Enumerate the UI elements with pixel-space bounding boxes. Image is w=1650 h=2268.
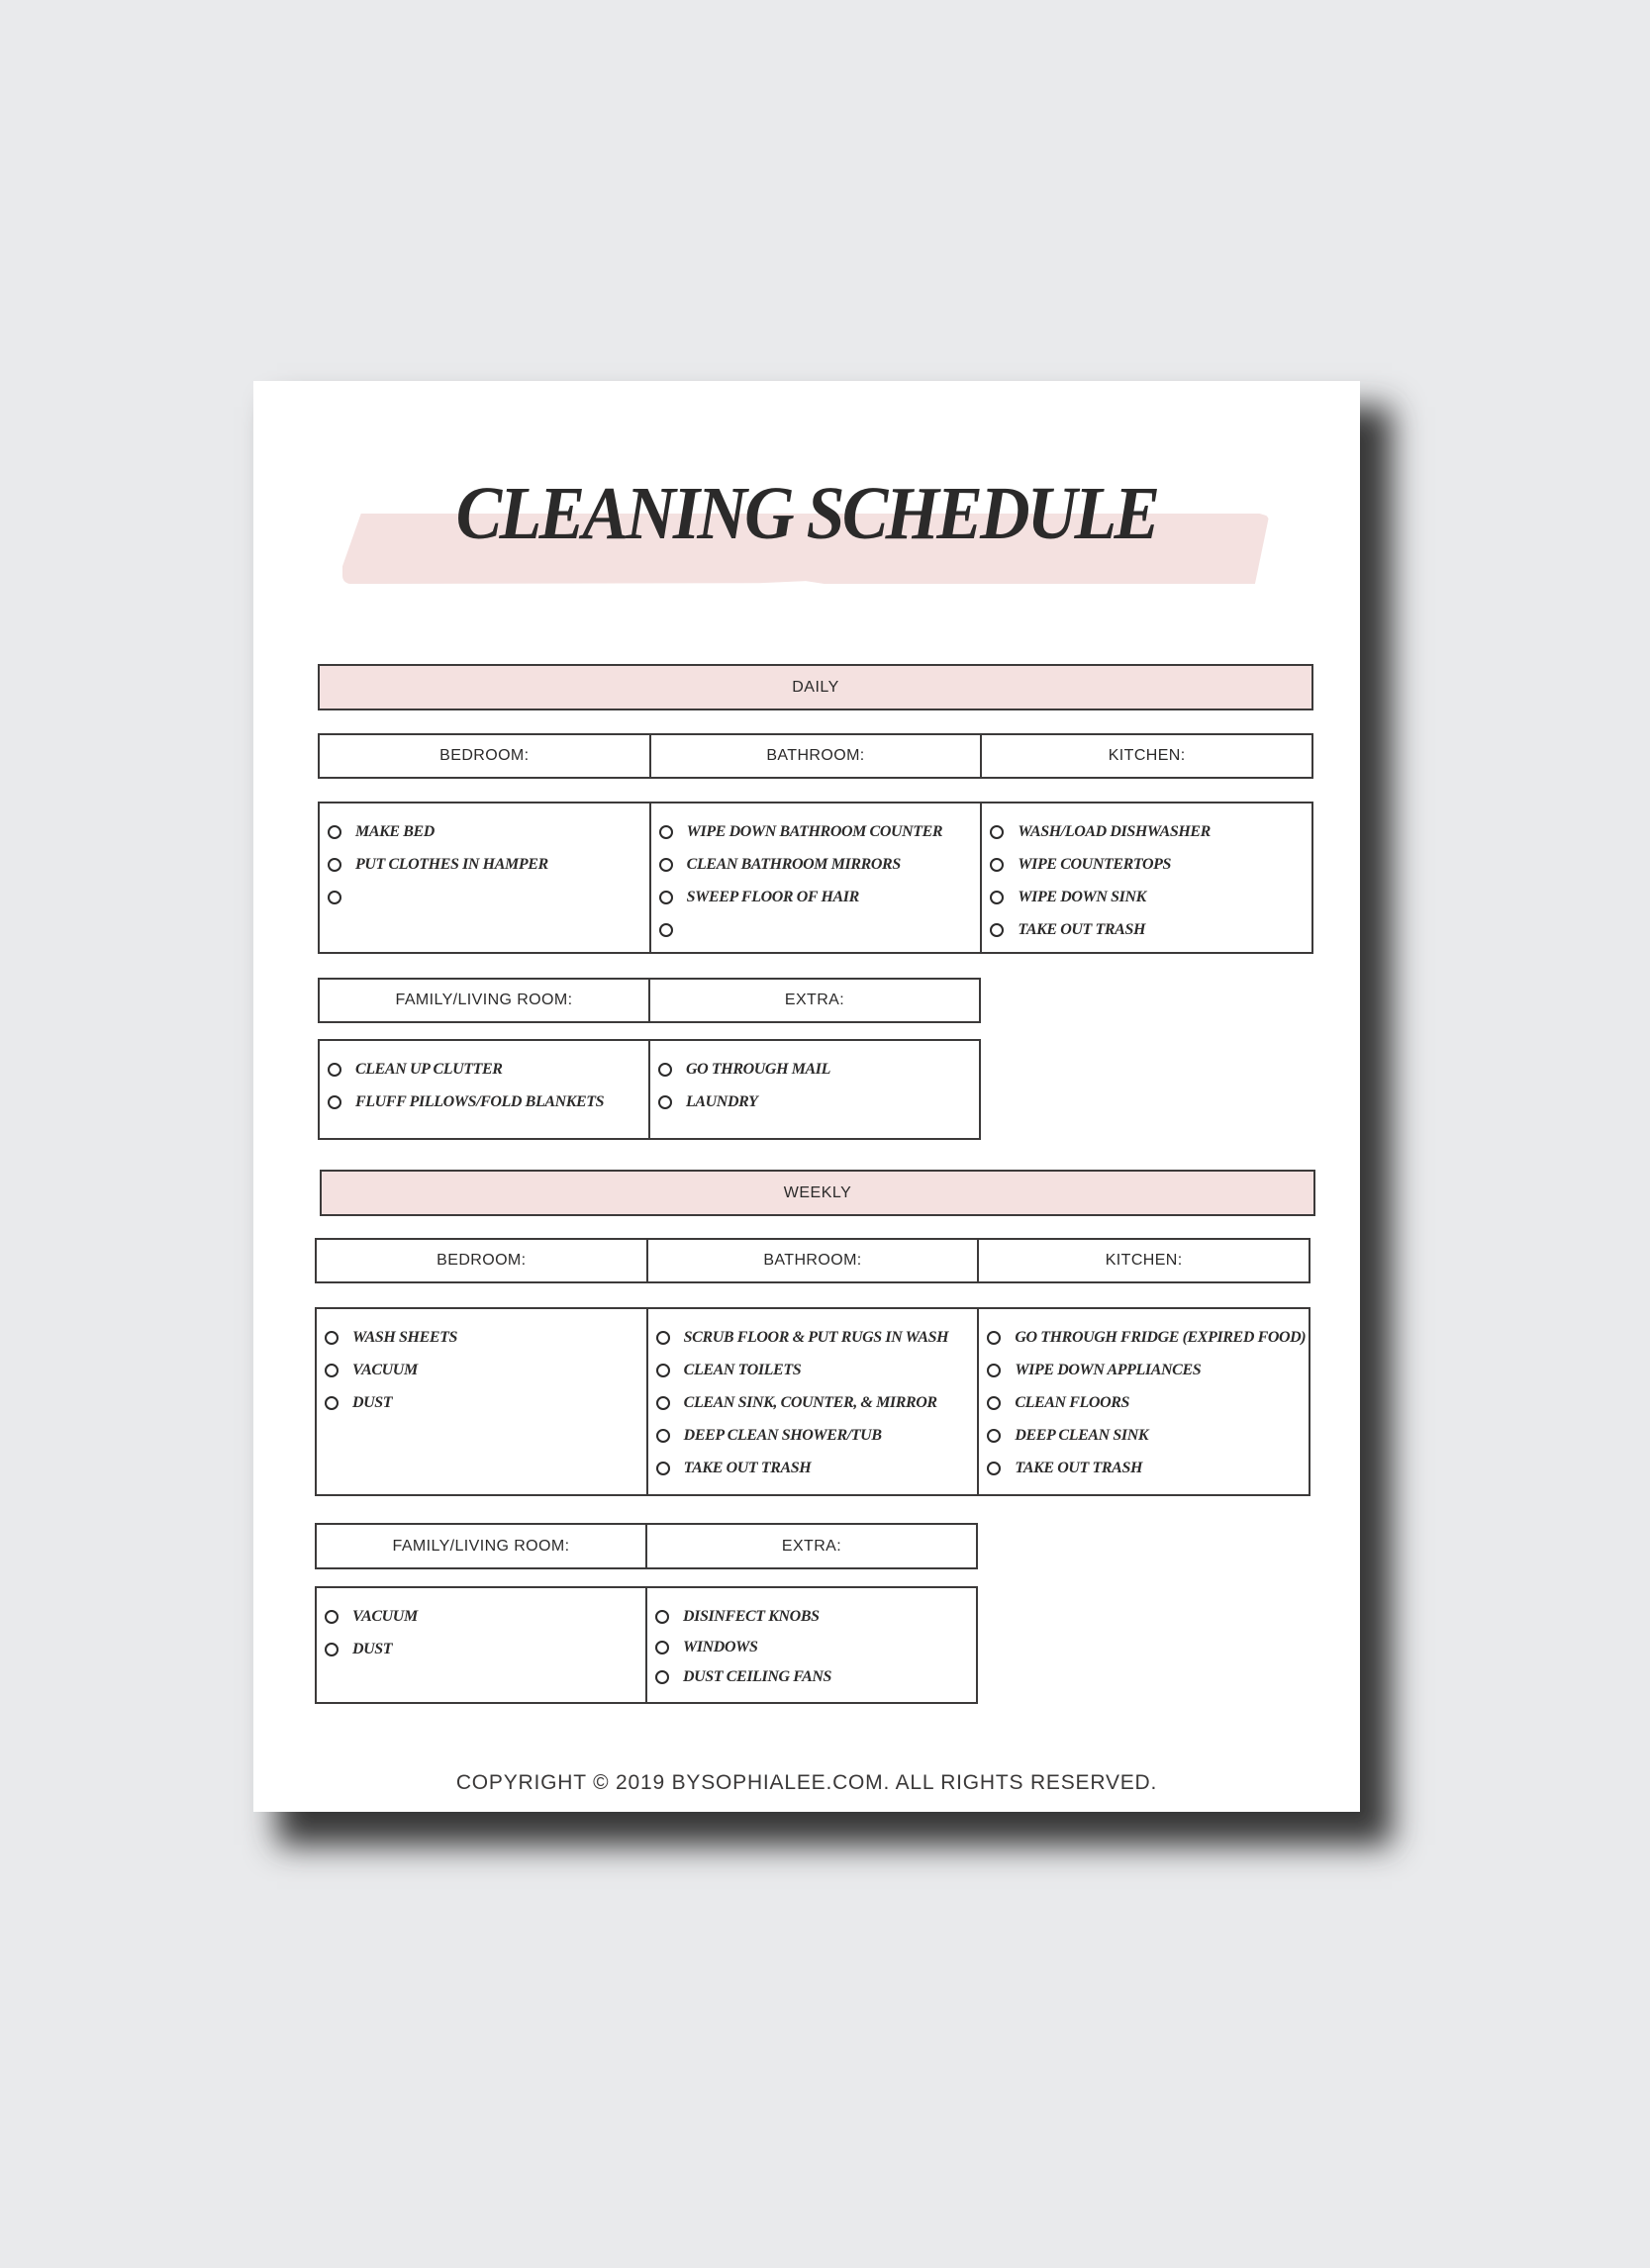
task-item[interactable]: GO THROUGH FRIDGE (EXPIRED FOOD) [987,1321,1309,1354]
task-item[interactable]: DEEP CLEAN SINK [987,1419,1309,1452]
task-item[interactable]: DISINFECT KNOBS [655,1600,976,1633]
checkbox-circle-icon[interactable] [658,1095,672,1109]
daily-header-bedroom: BEDROOM: [320,735,651,777]
checkbox-circle-icon[interactable] [656,1429,670,1443]
task-item[interactable]: WIPE DOWN BATHROOM COUNTER [659,815,981,848]
weekly-task-row-2 [315,1586,978,1704]
task-item[interactable]: DEEP CLEAN SHOWER/TUB [656,1419,978,1452]
checkbox-circle-icon[interactable] [328,858,341,872]
daily-bedroom-tasks [320,803,651,952]
checkbox-circle-icon[interactable] [655,1610,669,1624]
daily-task-row [318,802,1313,954]
task-item[interactable]: PUT CLOTHES IN HAMPER [328,848,649,881]
checkbox-circle-icon[interactable] [328,891,341,904]
checkbox-circle-icon[interactable] [990,891,1004,904]
weekly-family-living-room-tasks [317,1588,647,1702]
task-item-blank[interactable] [659,913,981,946]
checkbox-circle-icon[interactable] [328,1063,341,1077]
checkbox-circle-icon[interactable] [328,1095,341,1109]
task-item[interactable]: WINDOWS [655,1633,976,1662]
checkbox-circle-icon[interactable] [325,1331,339,1345]
task-item[interactable]: CLEAN TOILETS [656,1354,978,1386]
checkbox-circle-icon[interactable] [656,1462,670,1475]
daily-header-family-living-room: FAMILY/LIVING ROOM: [320,980,650,1021]
task-item[interactable]: FLUFF PILLOWS/FOLD BLANKETS [328,1086,648,1118]
task-item[interactable]: CLEAN UP CLUTTER [328,1053,648,1086]
weekly-header-bathroom: BATHROOM: [648,1240,980,1281]
checkbox-circle-icon[interactable] [658,1063,672,1077]
task-item-blank[interactable] [328,881,649,913]
daily-extra-tasks [650,1041,979,1138]
task-item[interactable]: TAKE OUT TRASH [990,913,1311,946]
daily-label: DAILY [792,678,839,696]
weekly-header-row-2 [315,1523,978,1569]
checkbox-circle-icon[interactable] [656,1396,670,1410]
checkbox-circle-icon[interactable] [328,825,341,839]
task-item[interactable]: WIPE COUNTERTOPS [990,848,1311,881]
page-title: CLEANING SCHEDULE [455,472,1158,555]
daily-header-bathroom: BATHROOM: [651,735,983,777]
weekly-section-bar [320,1170,1315,1216]
schedule-page [253,381,1360,1812]
checkbox-circle-icon[interactable] [325,1610,339,1624]
weekly-task-row [315,1307,1310,1496]
daily-header-row-2 [318,978,981,1023]
checkbox-circle-icon[interactable] [990,923,1004,937]
daily-section-bar [318,664,1313,710]
daily-kitchen-tasks [982,803,1311,952]
task-item[interactable]: SCRUB FLOOR & PUT RUGS IN WASH [656,1321,978,1354]
checkbox-circle-icon[interactable] [990,825,1004,839]
weekly-bedroom-tasks [317,1309,648,1494]
weekly-label: WEEKLY [783,1183,852,1201]
task-item[interactable]: LAUNDRY [658,1086,979,1118]
checkbox-circle-icon[interactable] [656,1331,670,1345]
task-item[interactable]: DUST [325,1386,646,1419]
checkbox-circle-icon[interactable] [656,1364,670,1377]
weekly-header-bedroom: BEDROOM: [317,1240,648,1281]
task-item[interactable]: DUST CEILING FANS [655,1662,976,1692]
checkbox-circle-icon[interactable] [990,858,1004,872]
task-item[interactable]: WASH SHEETS [325,1321,646,1354]
checkbox-circle-icon[interactable] [659,923,673,937]
weekly-header-row [315,1238,1310,1283]
task-item[interactable]: CLEAN FLOORS [987,1386,1309,1419]
checkbox-circle-icon[interactable] [987,1429,1001,1443]
task-item[interactable]: GO THROUGH MAIL [658,1053,979,1086]
checkbox-circle-icon[interactable] [325,1396,339,1410]
weekly-header-family-living-room: FAMILY/LIVING ROOM: [317,1525,647,1567]
task-item[interactable]: WASH/LOAD DISHWASHER [990,815,1311,848]
checkbox-circle-icon[interactable] [659,825,673,839]
checkbox-circle-icon[interactable] [987,1396,1001,1410]
checkbox-circle-icon[interactable] [659,858,673,872]
daily-header-kitchen: KITCHEN: [1108,747,1186,764]
weekly-header-extra: EXTRA: [781,1537,842,1555]
checkbox-circle-icon[interactable] [655,1670,669,1684]
daily-bathroom-tasks [651,803,983,952]
weekly-kitchen-tasks [979,1309,1309,1494]
copyright-footer: COPYRIGHT © 2019 BYSOPHIALEE.COM. ALL RIGHTS RESERVED. [455,1771,1158,1794]
daily-header-row [318,733,1313,779]
task-item[interactable]: TAKE OUT TRASH [656,1452,978,1484]
task-item[interactable]: WIPE DOWN APPLIANCES [987,1354,1309,1386]
daily-header-extra: EXTRA: [784,992,845,1008]
daily-family-living-room-tasks [320,1041,650,1138]
task-item[interactable]: WIPE DOWN SINK [990,881,1311,913]
weekly-header-kitchen: KITCHEN: [1105,1252,1183,1269]
checkbox-circle-icon[interactable] [325,1364,339,1377]
daily-task-row-2 [318,1039,981,1140]
task-item[interactable]: CLEAN BATHROOM MIRRORS [659,848,981,881]
task-item[interactable]: CLEAN SINK, COUNTER, & MIRROR [656,1386,978,1419]
task-item[interactable]: VACUUM [325,1600,645,1633]
checkbox-circle-icon[interactable] [655,1641,669,1654]
checkbox-circle-icon[interactable] [325,1643,339,1656]
task-item[interactable]: MAKE BED [328,815,649,848]
checkbox-circle-icon[interactable] [987,1331,1001,1345]
weekly-bathroom-tasks [648,1309,980,1494]
task-item[interactable]: SWEEP FLOOR OF HAIR [659,881,981,913]
task-item[interactable]: DUST [325,1633,645,1665]
checkbox-circle-icon[interactable] [987,1364,1001,1377]
task-item[interactable]: VACUUM [325,1354,646,1386]
checkbox-circle-icon[interactable] [659,891,673,904]
task-item[interactable]: TAKE OUT TRASH [987,1452,1309,1484]
weekly-extra-tasks [647,1588,976,1702]
checkbox-circle-icon[interactable] [987,1462,1001,1475]
